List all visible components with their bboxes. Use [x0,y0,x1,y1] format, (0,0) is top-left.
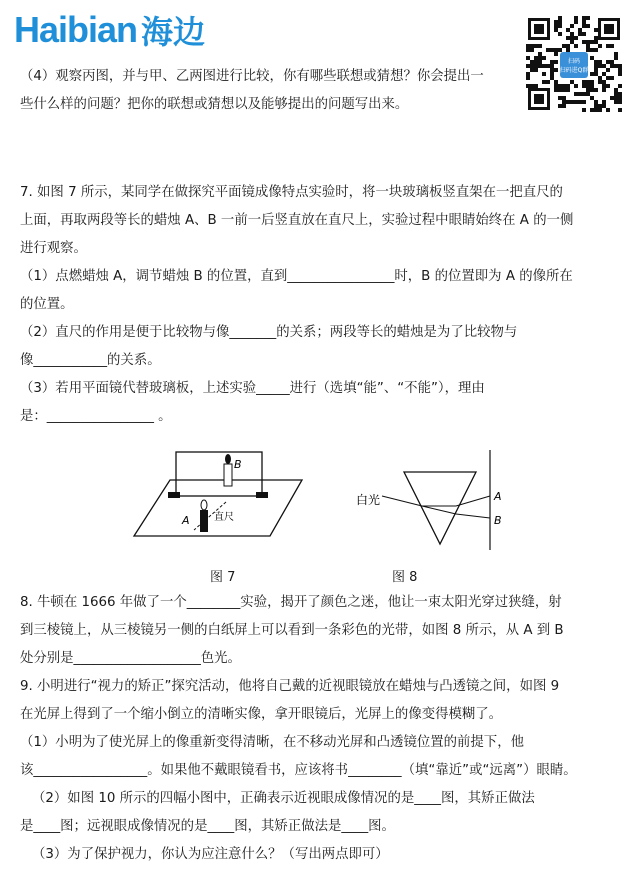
q6-part4-line1: （4）观察丙图，并与甲、乙两图进行比较，你有哪些联想或猜想？你会提出一 [20,69,484,84]
q9-line2: 在光屏上得到了一个缩小倒立的清晰实像，拿开眼镜后，光屏上的像变得模糊了。 [20,707,503,722]
q7-line3: 进行观察。 [20,241,87,256]
fig8-label-b: B [494,514,502,527]
qr-caption: 扫码进Q群 [559,67,589,74]
q7-part2-line1: （2）直尺的作用是便于比较物与像_______的关系；两段等长的蜡烛是为了比较物与 [20,325,518,340]
fig8-label-white-light: 白光 [356,493,381,507]
q7-part2-line2: 像___________的关系。 [20,353,161,368]
fig8-label-a: A [494,490,502,503]
logo-text-en: Haibian [14,9,138,50]
q9-part1-line2: 该_________________。如果他不戴眼镜看书，应该将书________（填“靠近”或“远离”）眼睛。 [20,763,577,778]
fig7-label-b: B [234,458,242,471]
q7-part1-line1: （1）点燃蜡烛 A，调节蜡烛 B 的位置，直到________________时，B 的位置即为 A 的像所在 [20,269,573,284]
fig7-label-ruler: 直尺 [214,512,234,523]
figure-8 [352,444,522,554]
q7-line2: 上面，再取两段等长的蜡烛 A、B 一前一后竖直放在直尺上，实验过程中眼睛始终在 A 的一侧 [20,213,574,228]
fig8-caption: 图 8 [392,570,418,585]
q8-line3: 处分别是___________________色光。 [20,651,241,666]
qr-code [526,16,622,112]
q7-part1-line2: 的位置。 [20,297,74,312]
q8-line1: 8. 牛顿在 1666 年做了一个________实验，揭开了颜色之迷，他让一束太阳光穿过狭缝，射 [20,595,562,610]
q7-part3-line2: 是：________________ 。 [20,409,172,424]
q8-line2: 到三棱镜上，从三棱镜另一侧的白纸屏上可以看到一条彩色的光带，如图 8 所示，从 A 到 B [20,623,564,638]
q7-part3-line1: （3）若用平面镜代替玻璃板，上述实验_____进行（选填“能”、“不能”），理由 [20,381,485,396]
q9-part2-line2: 是____图；远视眼成像情况的是____图，其矫正做法是____图。 [20,819,395,834]
figure-7 [130,440,310,550]
haibian-logo [14,10,205,50]
q9-part1-line1: （1）小明为了使光屏上的像重新变得清晰，在不移动光屏和凸透镜位置的前提下，他 [20,735,524,750]
q9-part2-line1: （2）如图 10 所示的四幅小图中，正确表示近视眼成像情况的是____图，其矫正做法 [32,791,535,806]
q9-line1: 9. 小明进行“视力的矫正”探究活动，他将自己戴的近视眼镜放在蜡烛与凸透镜之间，如图 9 [20,679,560,694]
fig7-label-a: A [182,514,190,527]
logo-text-zh: 海边 [141,13,206,51]
q6-part4-line2: 些什么样的问题？把你的联想或猜想以及能够提出的问题写出来。 [20,97,409,112]
q7-line1: 7. 如图 7 所示，某同学在做探究平面镜成像特点实验时，将一块玻璃板竖直架在一把直尺的 [20,185,563,200]
qr-caption-line1: 扫码 [567,58,581,65]
fig7-caption: 图 7 [210,570,236,585]
q9-part3-line1: （3）为了保护视力，你认为应注意什么？（写出两点即可） [32,847,389,862]
